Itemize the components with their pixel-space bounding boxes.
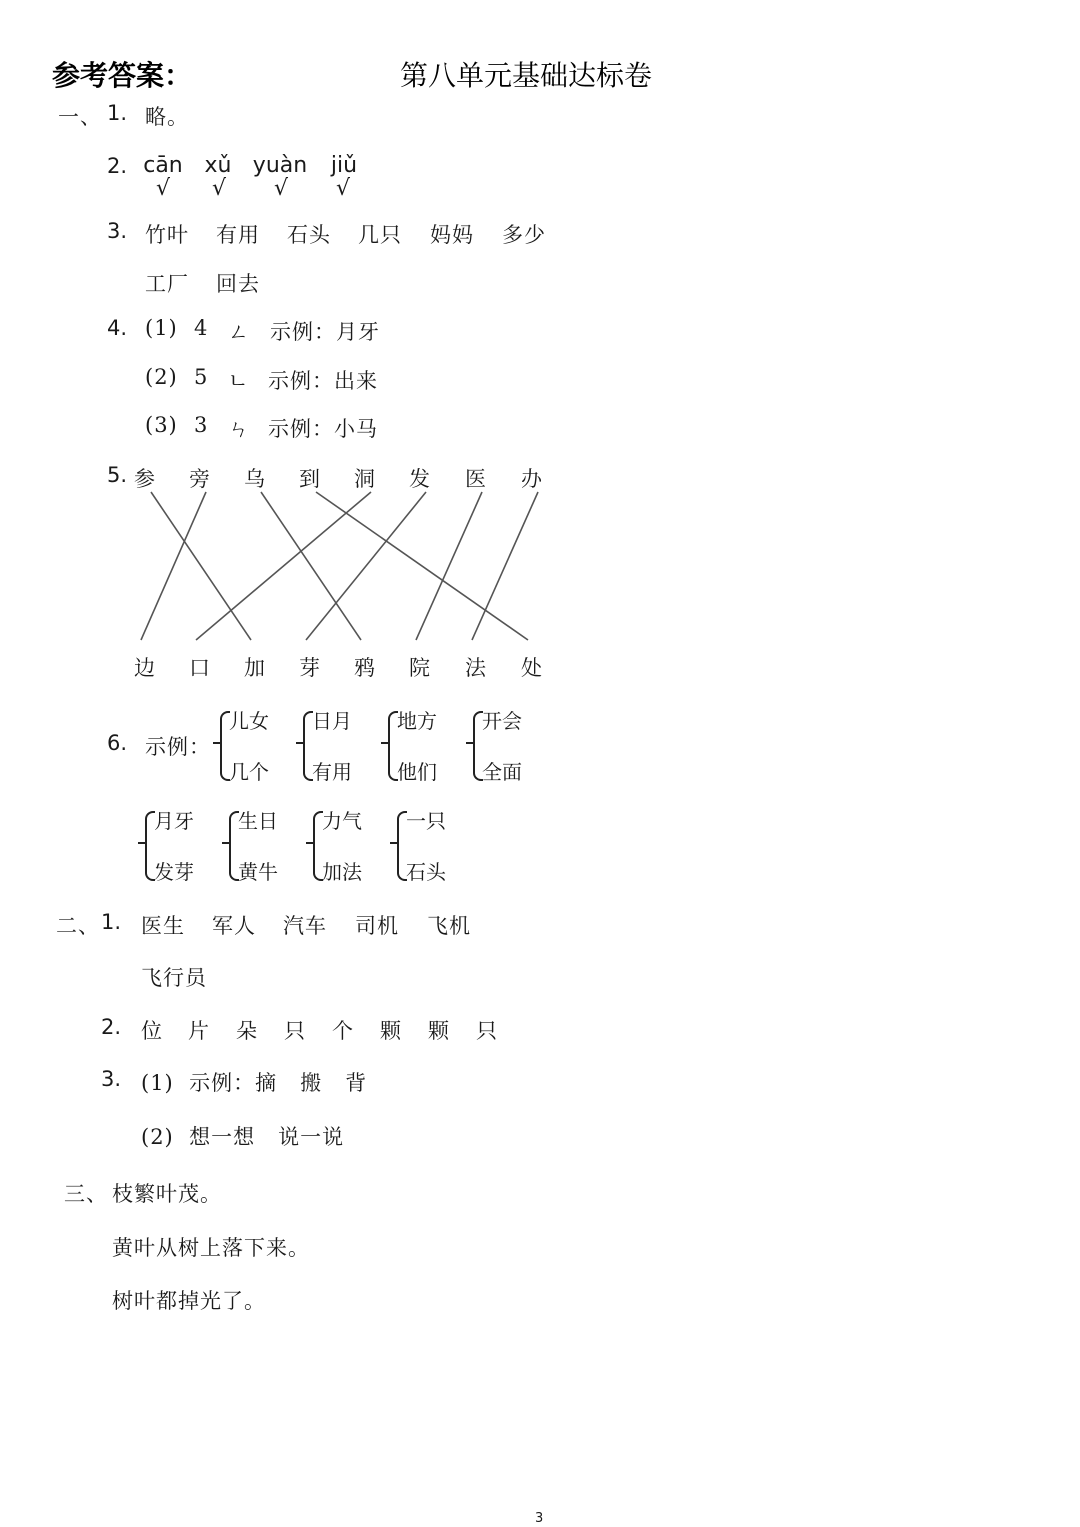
- q5-top-char: 到: [299, 467, 321, 491]
- s3-line: 树叶都掉光了。: [112, 1289, 266, 1313]
- s2-q2-number: 2.: [101, 1015, 122, 1039]
- answer-label: 参考答案：: [52, 59, 193, 92]
- q2-tick-4: √: [335, 176, 351, 201]
- q5-bottom-char: 院: [409, 656, 431, 680]
- s2-q1-word: 飞机: [427, 914, 471, 938]
- section1-marker: 一、: [58, 105, 102, 129]
- q5-match-line: [141, 492, 206, 640]
- section3-marker: 三、: [64, 1182, 108, 1206]
- s2-q2-word: 个: [332, 1019, 354, 1043]
- q5-top-char: 参: [134, 467, 156, 491]
- q6-word-top: 力气: [322, 809, 362, 833]
- q5-number: 5.: [107, 463, 128, 487]
- s2-q1-number: 1.: [101, 910, 122, 934]
- q6-word-bottom: 石头: [406, 860, 446, 884]
- q6-word-top: 一只: [406, 809, 446, 833]
- q2-tick-1: √: [155, 176, 171, 201]
- q3-word: 石头: [287, 223, 331, 247]
- q5-bottom-char: 口: [189, 656, 211, 680]
- q5-match-line: [196, 492, 371, 640]
- q6-word-top: 开会: [482, 709, 522, 733]
- q4-stroke: ㄴ: [228, 369, 250, 393]
- q5-bottom-char: 鸦: [354, 656, 376, 680]
- q2-tick-3: √: [273, 176, 289, 201]
- s2-q2-word: 片: [188, 1019, 210, 1043]
- q5-match-line: [316, 492, 528, 640]
- s2-q2-word: 只: [476, 1019, 498, 1043]
- q1-number: 1.: [107, 101, 128, 125]
- q4-count: 5: [194, 365, 209, 389]
- q3-word: 妈妈: [430, 223, 474, 247]
- q3-word: 多少: [502, 223, 546, 247]
- s2-q3-number: 3.: [101, 1067, 122, 1091]
- q6-word-bottom: 他们: [397, 760, 437, 784]
- section2-marker: 二、: [56, 914, 100, 938]
- q6-prefix: 示例：: [145, 735, 211, 759]
- s3-line: 黄叶从树上落下来。: [112, 1236, 310, 1260]
- q5-match-line: [472, 492, 538, 640]
- q6-word-bottom: 全面: [482, 760, 522, 784]
- s2-q2-word: 颗: [428, 1019, 450, 1043]
- q3-word: 竹叶: [145, 223, 189, 247]
- page-number: 3: [535, 1511, 544, 1526]
- q3-word: 有用: [216, 223, 260, 247]
- q6-word-top: 日月: [312, 709, 352, 733]
- q5-top-char: 发: [409, 467, 431, 491]
- q3-number: 3.: [107, 219, 128, 243]
- s2-q3-item1: (1) 示例：摘 搬 背: [141, 1071, 368, 1095]
- s2-q1-word: 司机: [355, 914, 399, 938]
- q4-label: (1): [145, 316, 178, 340]
- q6-word-bottom: 有用: [312, 760, 352, 784]
- q5-bottom-char: 处: [521, 656, 543, 680]
- q6-word-bottom: 发芽: [154, 860, 194, 884]
- q4-stroke: ㄥ: [228, 320, 250, 344]
- s3-line: 枝繁叶茂。: [112, 1182, 222, 1206]
- q6-word-top: 地方: [397, 709, 437, 733]
- q4-count: 4: [194, 316, 209, 340]
- q4-stroke: ㄣ: [228, 417, 250, 441]
- q5-top-char: 办: [521, 467, 543, 491]
- q2-tick-2: √: [211, 176, 227, 201]
- q6-word-bottom: 黄牛: [238, 860, 278, 884]
- s2-q2-word: 只: [284, 1019, 306, 1043]
- q6-word-bottom: 几个: [229, 760, 269, 784]
- q6-word-bottom: 加法: [322, 860, 362, 884]
- q3-word: 工厂: [145, 272, 189, 296]
- q5-bottom-char: 芽: [299, 656, 321, 680]
- q5-match-line: [416, 492, 482, 640]
- q4-example: 示例：出来: [268, 369, 378, 393]
- q4-example: 示例：小马: [268, 417, 378, 441]
- q2-number: 2.: [107, 154, 128, 178]
- q4-label: (2): [145, 365, 178, 389]
- q6-number: 6.: [107, 731, 128, 755]
- q5-connection-lines: [0, 0, 600, 700]
- q2-pinyin-2: xǔ: [204, 153, 232, 178]
- q5-top-char: 医: [465, 467, 487, 491]
- s2-q1-word: 汽车: [283, 914, 327, 938]
- q1-answer: 略。: [145, 105, 189, 129]
- q4-label: (3): [145, 413, 178, 437]
- q4-example: 示例：月牙: [270, 320, 380, 344]
- q5-top-char: 旁: [189, 467, 211, 491]
- q2-pinyin-3: yuàn: [252, 153, 308, 178]
- q6-word-top: 月牙: [154, 809, 194, 833]
- s2-q1-word: 飞行员: [141, 966, 207, 990]
- q5-bottom-char: 边: [134, 656, 156, 680]
- q5-match-line: [151, 492, 251, 640]
- s2-q1-word: 医生: [141, 914, 185, 938]
- q5-bottom-char: 法: [465, 656, 487, 680]
- page-title: 第八单元基础达标卷: [400, 59, 653, 92]
- s2-q3-item2: (2) 想一想 说一说: [141, 1125, 345, 1149]
- q5-match-line: [306, 492, 426, 640]
- q5-top-char: 乌: [244, 467, 266, 491]
- q4-number: 4.: [107, 316, 128, 340]
- q5-bottom-char: 加: [244, 656, 266, 680]
- s2-q1-word: 军人: [212, 914, 256, 938]
- q4-count: 3: [194, 413, 209, 437]
- s2-q2-word: 朵: [236, 1019, 258, 1043]
- q3-word: 几只: [358, 223, 402, 247]
- q3-word: 回去: [216, 272, 260, 296]
- q5-match-line: [261, 492, 361, 640]
- s2-q2-word: 颗: [380, 1019, 402, 1043]
- q6-word-top: 儿女: [229, 709, 269, 733]
- q6-word-top: 生日: [238, 809, 278, 833]
- q5-top-char: 洞: [354, 467, 376, 491]
- s2-q2-word: 位: [141, 1019, 163, 1043]
- q2-pinyin-4: jiǔ: [330, 153, 358, 178]
- q2-pinyin-1: cān: [143, 153, 183, 178]
